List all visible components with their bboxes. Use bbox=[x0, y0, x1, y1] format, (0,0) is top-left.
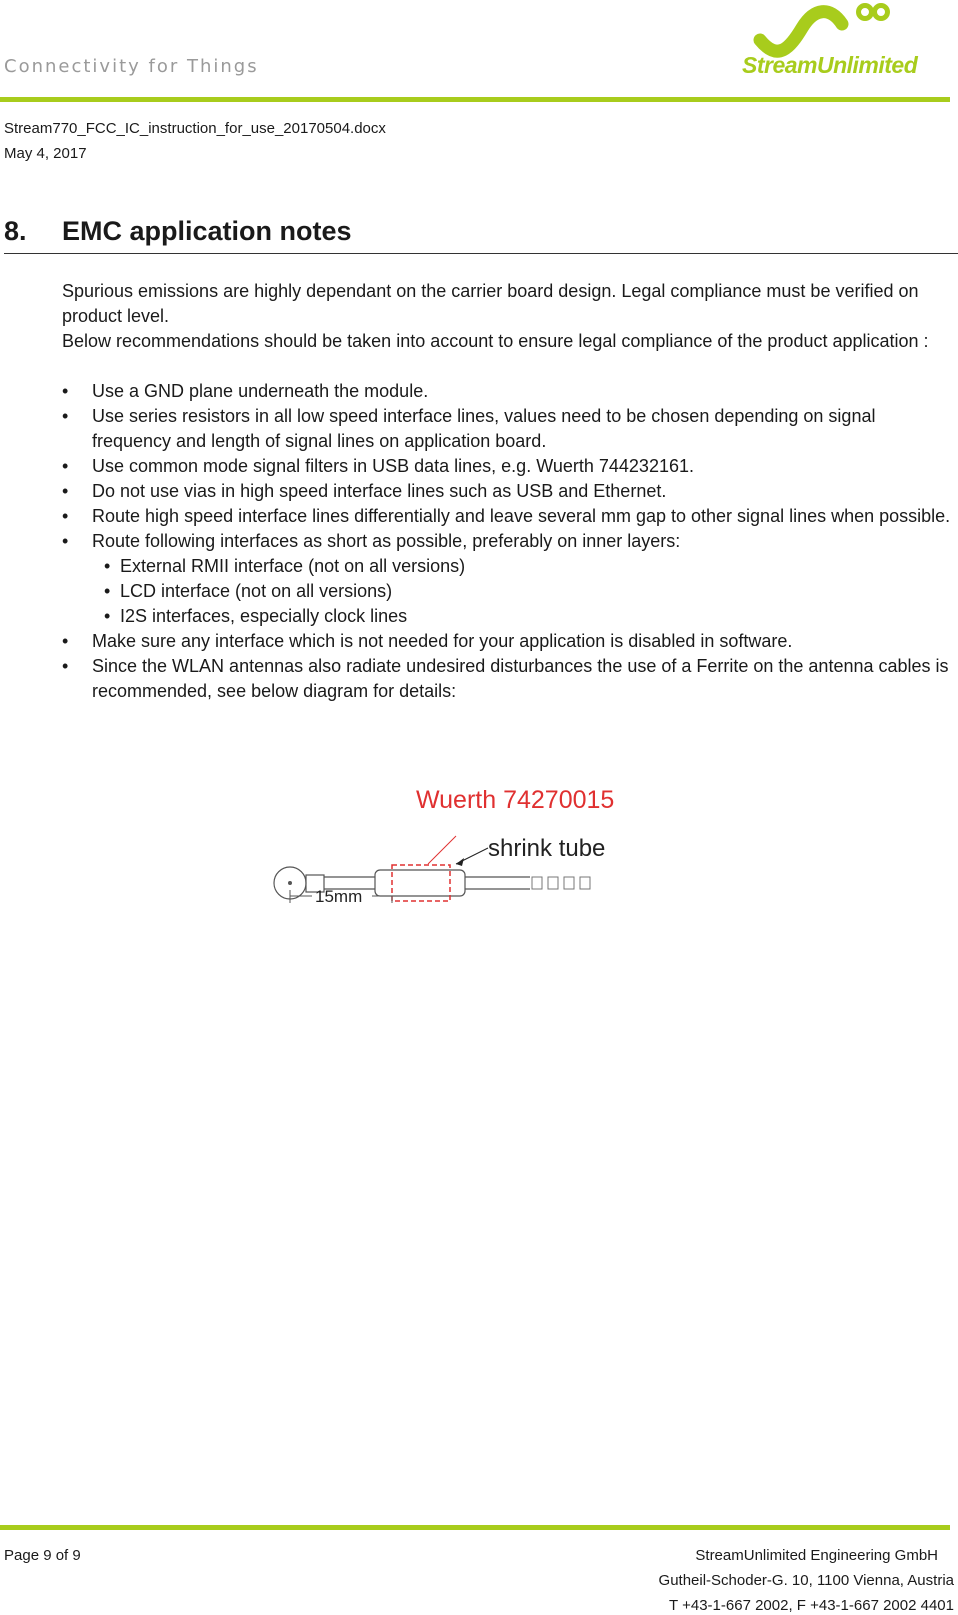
document-filename: Stream770_FCC_IC_instruction_for_use_20170504.docx bbox=[4, 120, 386, 137]
connector-pin-icon bbox=[288, 881, 292, 885]
footer-address: Gutheil-Schoder-G. 10, 1100 Vienna, Austria bbox=[658, 1572, 954, 1589]
logo-wordmark: StreamUnlimited bbox=[742, 52, 918, 78]
list-item: • Use a GND plane underneath the module. bbox=[62, 379, 952, 404]
ferrite-label: Wuerth 74270015 bbox=[416, 786, 615, 814]
footer-phone: T +43-1-667 2002, F +43-1-667 2002 4401 bbox=[669, 1597, 954, 1614]
footer-company: StreamUnlimited Engineering GmbH bbox=[695, 1547, 938, 1564]
list-item: • Route high speed interface lines differentially and leave several mm gap to other signal lines when possible. bbox=[62, 504, 952, 529]
cable-marker bbox=[548, 877, 558, 889]
shrink-tube-label: shrink tube bbox=[488, 835, 606, 862]
document-date: May 4, 2017 bbox=[4, 145, 87, 162]
intro-paragraph-2: Below recommendations should be taken into account to ensure legal compliance of the product application : bbox=[62, 331, 929, 351]
list-item: • Make sure any interface which is not needed for your application is disabled in software. bbox=[62, 629, 952, 654]
sub-list bbox=[92, 554, 952, 629]
sub-list-item: • LCD interface (not on all versions) bbox=[92, 579, 952, 604]
shrink-tube bbox=[375, 870, 465, 896]
recommendation-list bbox=[62, 379, 952, 704]
header-rule bbox=[0, 97, 950, 102]
section-body bbox=[62, 279, 952, 704]
list-item bbox=[62, 529, 952, 629]
list-item-text: Route following interfaces as short as possible, preferably on inner layers: bbox=[92, 531, 681, 551]
sub-list-item: • I2S interfaces, especially clock lines bbox=[92, 604, 952, 629]
page-number: Page 9 of 9 bbox=[4, 1547, 81, 1564]
distance-label: 15mm bbox=[315, 887, 363, 906]
list-item: • Use common mode signal filters in USB data lines, e.g. Wuerth 744232161. bbox=[62, 454, 952, 479]
intro-paragraph-1: Spurious emissions are highly dependant on the carrier board design. Legal compliance must be verified on product level. bbox=[62, 281, 919, 326]
ferrite-diagram bbox=[270, 778, 670, 928]
list-item: • Since the WLAN antennas also radiate undesired disturbances the use of a Ferrite on the antenna cables is recommended, see below diagram for details: bbox=[62, 654, 952, 704]
section-number: 8. bbox=[4, 216, 27, 246]
footer-rule bbox=[0, 1525, 950, 1530]
list-item: • Do not use vias in high speed interface lines such as USB and Ethernet. bbox=[62, 479, 952, 504]
tube-arrow-icon bbox=[456, 858, 464, 866]
tagline: Connectivity for Things bbox=[4, 56, 259, 77]
sub-list-item: • External RMII interface (not on all versions) bbox=[92, 554, 952, 579]
section-heading bbox=[4, 216, 958, 254]
ferrite-leader-line bbox=[428, 836, 456, 864]
cable-marker bbox=[564, 877, 574, 889]
cable-marker bbox=[580, 877, 590, 889]
list-item: • Use series resistors in all low speed interface lines, values need to be chosen depending on signal frequency and length of signal lines on application board. bbox=[62, 404, 952, 454]
cable-marker bbox=[532, 877, 542, 889]
section-title: EMC application notes bbox=[62, 216, 352, 246]
